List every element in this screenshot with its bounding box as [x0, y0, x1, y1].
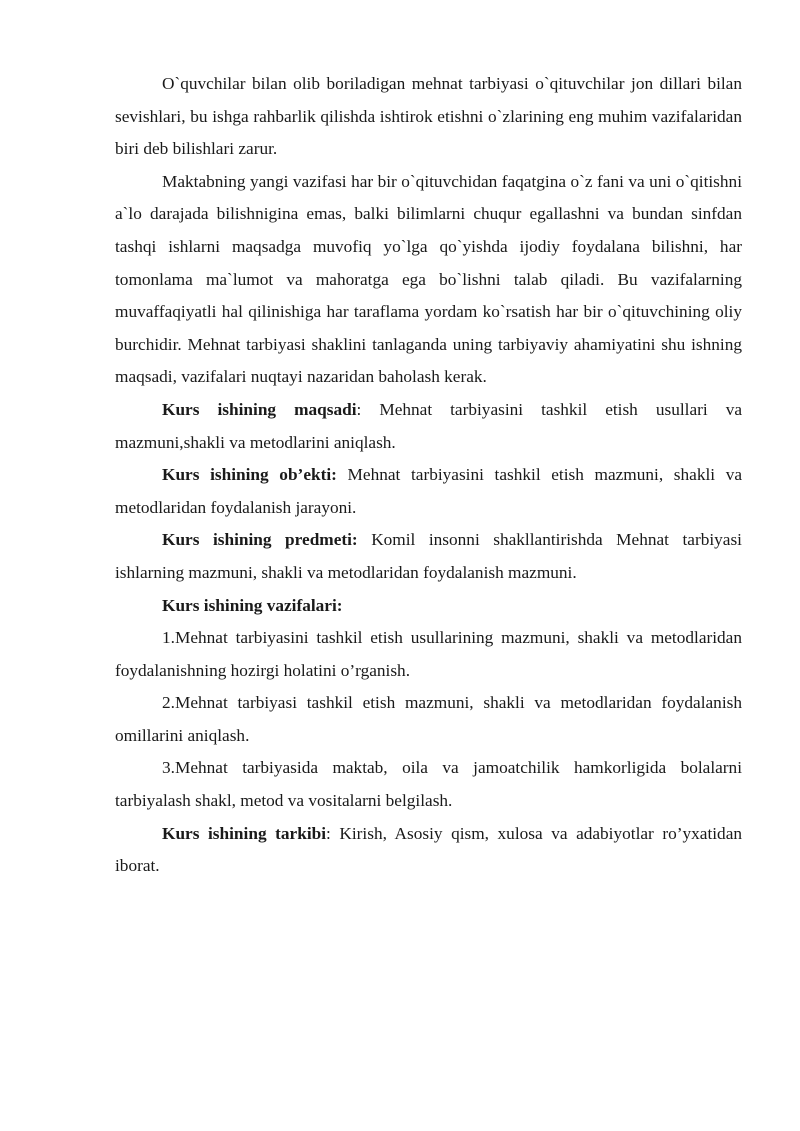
paragraph-tasks-heading — [115, 590, 742, 623]
paragraph-school-task — [115, 166, 742, 394]
paragraph-task-2 — [115, 687, 742, 752]
paragraph-structure — [115, 818, 742, 883]
paragraph-bold-lead: Kurs ishining tarkibi — [162, 823, 327, 843]
paragraph-text: Komil insonni shakllantirishda Mehnat tarbiyasi ishlarning mazmuni, shakli va metodlaridan foydalanish mazmuni. — [115, 530, 742, 582]
paragraph-bold-lead: Kurs ishining maqsadi — [162, 399, 357, 419]
paragraph-goal — [115, 394, 742, 459]
paragraph-subject — [115, 524, 742, 589]
paragraph-bold-lead: Kurs ishining ob’ekti: — [162, 465, 337, 485]
paragraph-text: O`quvchilar bilan olib boriladigan mehnat tarbiyasi o`qituvchilar jon dillari bilan sevishlari, bu ishga rahbarlik qilishda ishtirok etishni o`zlarining eng muhim vazifalaridan biri deb bilishlari zarur. — [115, 74, 742, 159]
paragraph-intro — [115, 68, 742, 166]
paragraph-text: 2.Mehnat tarbiyasi tashkil etish mazmuni, shakli va metodlaridan foydalanish omillarini aniqlash. — [115, 693, 742, 745]
paragraph-bold-lead: Kurs ishining predmeti: — [162, 530, 358, 550]
paragraph-text: Maktabning yangi vazifasi har bir o`qituvchidan faqatgina o`z fani va uni o`qitishni a`lo darajada bilishnigina emas, balki bilimlarni chuqur egallashni va bundan sinfdan tashqi ishlarni maqsadga muvofiq yo`lga qo`yishda ijodiy foydalana bilishni, har tomonlama ma`lumot va mahoratga ega bo`lishni talab qiladi. Bu vazifalarning muvaffaqiyatli hal qilinishiga har taraflama yordam ko`rsatish har bir o`qituvchining oliy burchidir. Mehnat tarbiyasi shaklini tanlaganda uning tarbiyaviy ahamiyatini shu ishning maqsadi, vazifalari nuqtayi nazaridan baholash kerak. — [115, 171, 742, 387]
paragraph-text: 3.Mehnat tarbiyasida maktab, oila va jamoatchilik hamkorligida bolalarni tarbiyalash shakl, metod va vositalarni belgilash. — [115, 758, 742, 811]
paragraph-task-3 — [115, 752, 742, 817]
paragraph-text: Mehnat tarbiyasini tashkil etish mazmuni, shakli va metodlaridan foydalanish jarayoni. — [115, 465, 742, 517]
paragraph-task-1 — [115, 622, 742, 687]
document-page — [115, 68, 742, 883]
paragraph-object — [115, 459, 742, 524]
paragraph-text: 1.Mehnat tarbiyasini tashkil etish usullarining mazmuni, shakli va metodlaridan foydalanishning hozirgi holatini o’rganish. — [115, 628, 742, 680]
paragraph-text: : Mehnat tarbiyasini tashkil etish usullari va mazmuni,shakli va metodlarini aniqlash. — [115, 399, 743, 452]
paragraph-bold-lead: Kurs ishining vazifalari: — [162, 595, 343, 615]
paragraph-text: : Kirish, Asosiy qism, xulosa va adabiyotlar ro’yxatidan iborat. — [115, 823, 742, 876]
